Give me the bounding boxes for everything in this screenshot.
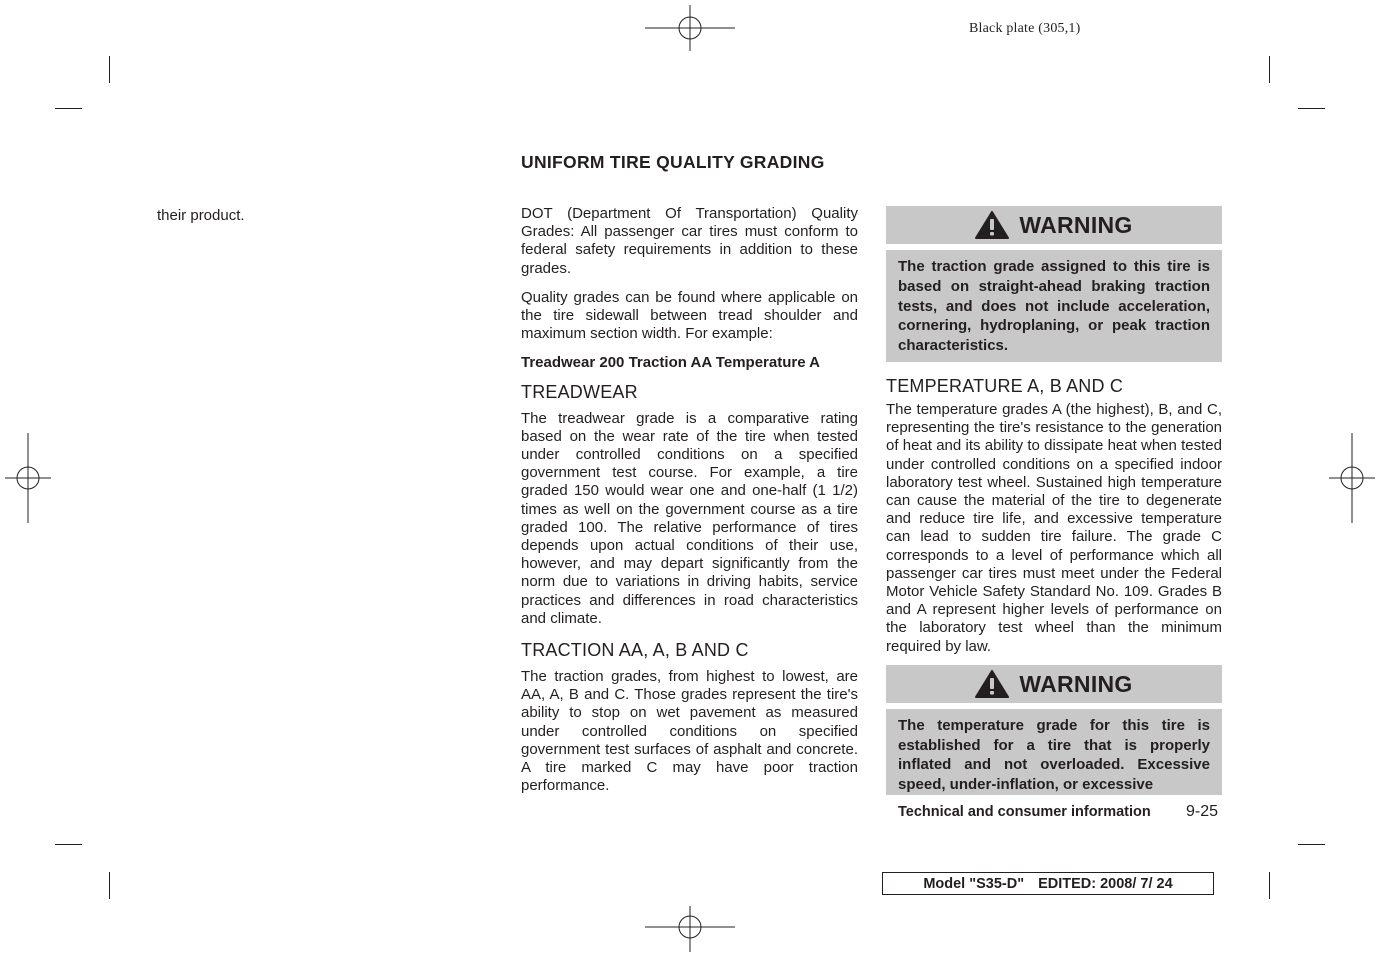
crop-mark [109,872,110,899]
warning-title: WARNING [1019,670,1133,697]
temperature-paragraph: The temperature grades A (the highest), B, and C, representing the tire's resistance to the generation of heat and its ability to dissipate heat when tested under controlled conditions on a specified indoor laboratory test wheel. Sustained high temperature can cause the material of the tire to degenerate and reduce tire life, and excessive temperature can lead to sudden tire failure. The grade C corresponds to a level of performance which all passenger car tires must meet under the Federal Motor Vehicle Safety Standard No. 109. Grades B and A represent higher levels of performance on the laboratory test wheel than the minimum required by law. [886,400,1222,655]
plate-label: Black plate (305,1) [969,21,1081,36]
registration-crosshair-icon [645,906,735,952]
crop-mark [1269,872,1270,899]
footer-section-title: Technical and consumer information [898,804,1151,820]
warning-text: The traction grade assigned to this tire is based on straight-ahead braking traction tests, and does not include acceleration, cornering, hydroplaning, or peak traction characteristics. [886,250,1222,362]
crop-mark [109,56,110,83]
registration-crosshair-icon [645,5,735,51]
left-column-fragment: their product. [157,207,245,224]
registration-crosshair-icon [5,433,51,523]
crop-mark [1269,56,1270,83]
traction-heading: TRACTION AA, A, B AND C [521,640,749,661]
warning-header [886,206,1222,244]
page-number: 9-25 [1186,803,1219,820]
crop-mark [55,108,82,109]
edited-date: EDITED: 2008/ 7/ 24 [1038,875,1173,892]
warning-header [886,665,1222,703]
warning-triangle-icon [975,211,1009,239]
warning-box-2 [886,665,1222,795]
model-edit-box [882,872,1214,895]
treadwear-heading: TREADWEAR [521,381,638,402]
right-column [886,206,1222,795]
registration-crosshair-icon [1329,433,1375,523]
warning-triangle-icon [975,670,1009,698]
temperature-heading: TEMPERATURE A, B AND C [886,375,1124,396]
sidewall-paragraph: Quality grades can be found where applicable on the tire sidewall between tread shoulder and maximum section width. For example: [521,288,858,343]
dot-paragraph: DOT (Department Of Transportation) Quality Grades: All passenger car tires must conform to federal safety requirements in addition to these grades. [521,205,858,277]
middle-column [521,205,858,795]
crop-mark [1298,844,1325,845]
warning-text: The temperature grade for this tire is established for a tire that is properly inflated and not overloaded. Excessive speed, under-inflation, or excessive [886,709,1222,795]
traction-paragraph: The traction grades, from highest to lowest, are AA, A, B and C. Those grades represent the tire's ability to stop on wet pavement as measured under controlled conditions on specified government test surfaces of asphalt and concrete. A tire marked C may have poor traction performance. [521,668,858,795]
model-label: Model "S35-D" [923,875,1025,892]
example-grade-line: Treadwear 200 Traction AA Temperature A [521,354,820,372]
treadwear-paragraph: The treadwear grade is a comparative rating based on the wear rate of the tire when tested under controlled conditions on a specified government test course. For example, a tire graded 150 would wear one and one-half (1 1/2) times as well on the government course as a tire graded 100. The relative performance of tires depends upon actual conditions of their use, however, and may depart significantly from the norm due to variations in driving habits, service practices and differences in road characteristics and climate. [521,409,858,627]
crop-mark [55,844,82,845]
crop-mark [1298,108,1325,109]
warning-title: WARNING [1019,211,1133,238]
section-title: UNIFORM TIRE QUALITY GRADING [521,152,825,172]
